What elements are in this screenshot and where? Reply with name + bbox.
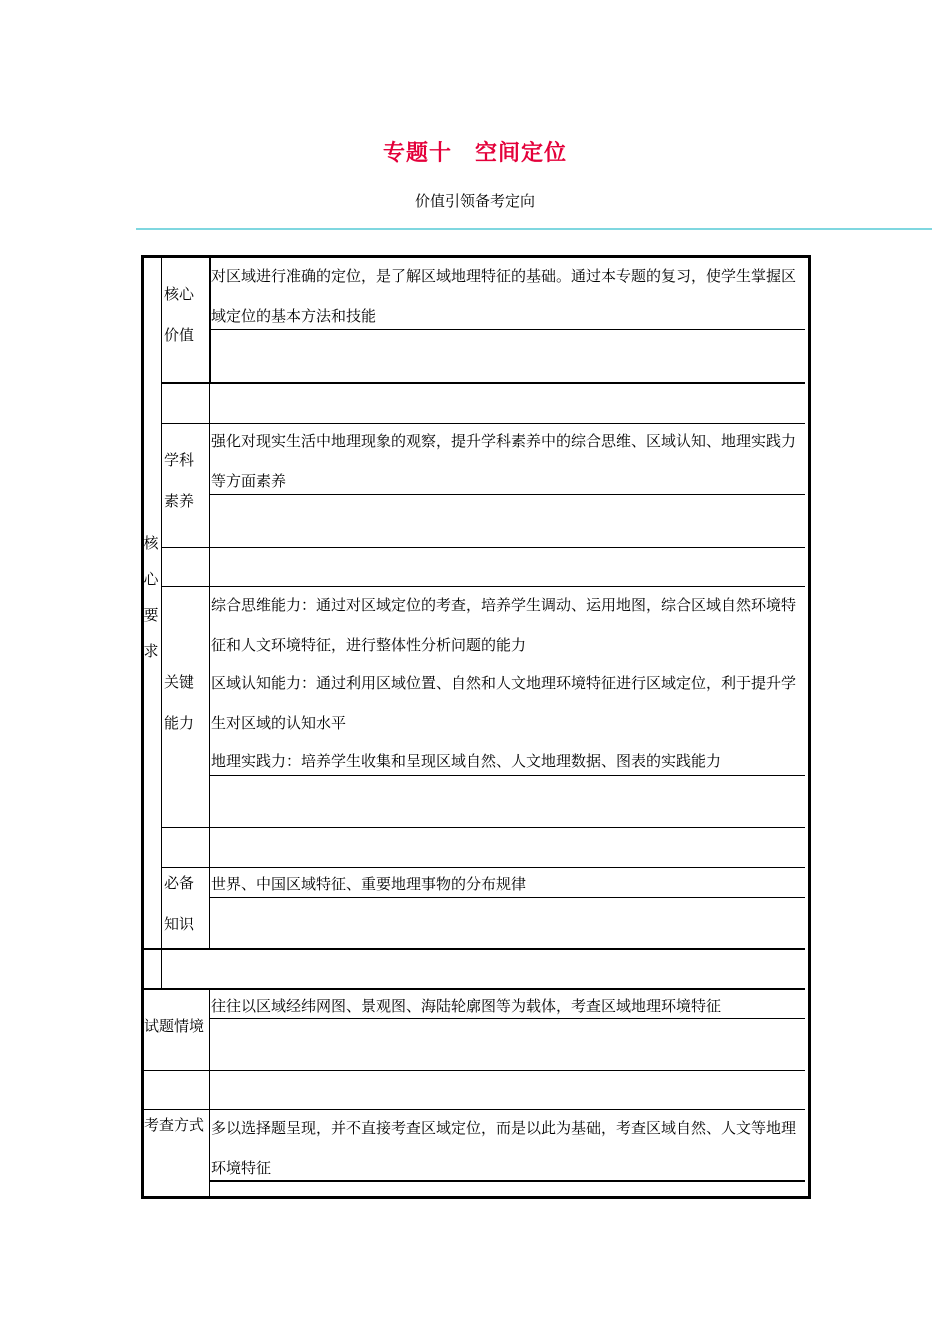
label-core-value-1: 核心 — [164, 285, 195, 303]
content-literacy: 强化对现实生活中地理现象的观察，提升学科素养中的综合思维、区域认知、地理实践力等方面素养 — [211, 432, 797, 490]
group-label-text: 核心要求 — [143, 534, 159, 660]
label-key-ability-1: 关键 — [164, 673, 195, 691]
row-line — [144, 948, 805, 950]
label-core-value-2: 价值 — [164, 326, 195, 344]
label-knowledge-1: 必备 — [164, 874, 195, 892]
group-label-core-requirements — [141, 525, 161, 669]
label-knowledge-2: 知识 — [164, 915, 195, 933]
row-line — [161, 547, 805, 548]
page-subtitle: 价值引领备考定向 — [414, 192, 535, 210]
divider-rule — [136, 228, 932, 230]
content-key-ability-thinking: 综合思维能力：通过对区域定位的考查，培养学生调动、运用地图，综合区域自然环境特征和人文环境特征，进行整体性分析问题的能力 — [211, 596, 797, 654]
content-key-ability-practice: 地理实践力：培养学生收集和呈现区域自然、人文地理数据、图表的实践能力 — [211, 752, 722, 770]
content-method: 多以选择题呈现，并不直接考查区域定位，而是以此为基础，考查区域自然、人文等地理环境特征 — [211, 1119, 797, 1177]
label-method: 考查方式 — [144, 1116, 205, 1134]
row-line — [161, 827, 805, 828]
page-title: 专题十 空间定位 — [382, 141, 567, 166]
content-core-value: 对区域进行准确的定位，是了解区域地理特征的基础。通过本专题的复习，使学生掌握区域定位的基本方法和技能 — [211, 267, 797, 325]
content-key-ability-regional: 区域认知能力：通过利用区域位置、自然和人文地理环境特征进行区域定位，利于提升学生对区域的认知水平 — [211, 674, 797, 732]
row-line — [161, 382, 805, 384]
content-scenario: 往往以区域经纬网图、景观图、海陆轮廓图等为载体，考查区域地理环境特征 — [211, 997, 722, 1015]
group-column-line — [161, 258, 162, 948]
label-key-ability-2: 能力 — [164, 714, 195, 732]
row-line — [144, 1070, 805, 1071]
col-line-spacer — [161, 948, 162, 988]
content-knowledge: 世界、中国区域特征、重要地理事物的分布规律 — [211, 875, 527, 893]
col-line-middle — [209, 382, 210, 948]
col-line-bottom — [209, 988, 210, 1196]
label-literacy-1: 学科 — [164, 451, 195, 469]
label-scenario: 试题情境 — [144, 1017, 205, 1035]
label-literacy-2: 素养 — [164, 492, 195, 510]
